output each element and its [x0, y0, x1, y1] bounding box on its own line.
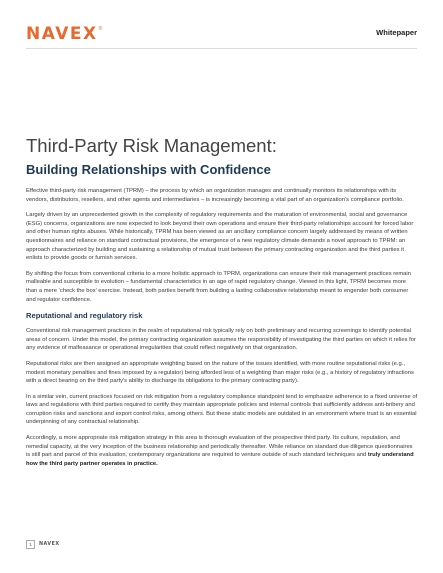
section-paragraph-4-text: Accordingly, a more appropriate risk mitigation strategy in this area is thorough evaluation of the prospective third party. Its culture, reputation, and remedial capacity, at the very inception of the business relationship and periodically thereafter. While reliance on standard due diligence questionnaires is still part and parcel of this evaluation, contemporary organizations are required to venture outside of such standard techniques and — [26, 435, 413, 459]
page-footer — [26, 540, 60, 549]
intro-paragraph-2: Largely driven by an unprecedented growth in the complexity of regulatory requirements and the maturation of environmental, social and governance (ESG) concerns, organizations are now expected to look beyond their own operations and ensure their third-party relationships account for forced labor and other human rights abuses. While historically, TPRM has been viewed as an ancillary compliance concern largely addressed by means of written questionnaires and reliance on standard contractual provisions, the emergence of a new regulatory climate demands a novel approach to TPRM: an approach characterized by building and sustaining a relationship of mutual trust between the primary contracting organization and the third parties it enlists to provide goods or furnish services. — [26, 212, 414, 262]
logo-text: NAVEX — [26, 24, 98, 44]
section-paragraph-2: Reputational risks are then assigned an appropriate weighting based on the nature of the issues identified, with more routine reputational risks (e.g., modest monetary penalties and fines imposed by a regulator) being afforded less of a weighting than major risks (e.g., a history of regulatory infractions with a direct bearing on the third party’s ability to discharge its obligations to the primary contracting party). — [26, 360, 414, 385]
header-divider — [26, 48, 417, 49]
section-heading: Reputational and regulatory risk — [26, 311, 143, 321]
section-paragraph-3: In a similar vein, current practices focused on risk mitigation from a regulatory compliance standpoint tend to emphasize adherence to a fixed universe of laws and regulations with third parties required to certify they maintain appropriate policies and internal controls that sufficiently address anti-bribery and corruption risks and sanctions and export control risks, among others. But these static models are outdated in an environment where trust is an essential underpinning of any contractual relationship. — [26, 393, 418, 426]
section-paragraph-4 — [26, 434, 418, 468]
section-paragraph-4-emphasis: truly understand how the third party partner operates in practice. — [26, 452, 414, 467]
page-number: 1 — [26, 540, 35, 549]
document-body — [26, 187, 418, 475]
footer-brand: NAVEX — [39, 542, 60, 547]
section-paragraph-1: Conventional risk management practices in the realm of reputational risk typically rely on both preliminary and recurring screenings to identify potential areas of concern. Under this model, the primary contracting organization assumes the responsibility of investigating the third parties on which it relies for any evidence of malfeasance or operational irregularities that could reflect negatively on that organization. — [26, 328, 416, 352]
registered-mark-icon: ® — [98, 26, 103, 32]
document-type-label: Whitepaper — [376, 28, 417, 37]
page-subtitle: Building Relationships with Confidence — [26, 162, 271, 177]
navex-logo — [26, 24, 102, 44]
page-title: Third-Party Risk Management: — [26, 135, 277, 156]
intro-paragraph-3: By shifting the focus from conventional criteria to a more holistic approach to TPRM, organizations can ensure their risk management practices remain malleable and susceptible to evolution – fundamental characteristics in an age of rapid regulatory change. Viewed in this light, TPRM becomes more than a mere ‘check the box’ exercise. Instead, both parties benefit from building a lasting collaborative relationship meant to engender both consumer and regulator confidence. — [26, 270, 411, 303]
intro-paragraph-1: Effective third-party risk management (TPRM) – the process by which an organization manages and continually monitors its relationships with its vendors, distributors, resellers, and other agents and intermediaries – is increasingly becoming a vital part of an organization’s compliance portfolio. — [26, 188, 404, 203]
